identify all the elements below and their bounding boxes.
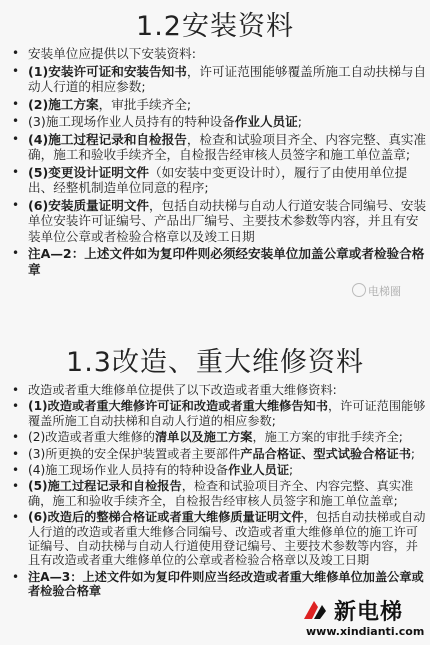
list-item	[10, 114, 430, 129]
list-item	[10, 510, 430, 568]
bold-text: 上述文件如为复印件则应当经改造或者重大维修单位加盖公章或者检验合格章	[28, 569, 424, 599]
section-title: 1.3改造、重大维修资料	[66, 347, 364, 378]
bold-text: 作业人员证	[234, 114, 298, 130]
text: (2)改造或者重大维修的	[28, 430, 155, 445]
installation-list	[0, 46, 430, 277]
logo-text: 新电梯	[334, 600, 404, 625]
bold-text: 注A—2：上述文件如为复印件则必须经安装单位加盖公章或者检验合格章	[28, 246, 425, 277]
list-item	[10, 97, 430, 112]
bold-text: (6)安装质量证明文件	[28, 197, 150, 213]
bold-text: 产品合格证、型式试验合格证书	[240, 446, 411, 461]
bold-text: 注A—3：	[28, 569, 83, 584]
text: ;	[289, 463, 294, 478]
bold-text: (1)安装许可证和安装告知书	[28, 63, 187, 79]
brand-logo	[296, 595, 426, 645]
text: ，许可证范围能够覆盖所施工自动扶梯和自动人行道的相应参数;	[28, 399, 426, 428]
section-installation	[0, 4, 430, 279]
renovation-list	[0, 383, 430, 599]
text: ，施工方案的审批手续齐全;	[252, 430, 403, 445]
bold-text: (5)施工过程记录和自检报告	[28, 479, 182, 494]
text: （如安装中变更设计时），履行了由使用单位提出、经整机制造单位同意的程序;	[28, 164, 408, 196]
list-item	[10, 463, 430, 477]
section-title: 1.2安装资料	[136, 11, 294, 42]
list-item	[10, 383, 430, 397]
list-item	[10, 246, 430, 277]
text: ，检查和试验项目齐全、内容完整、真实准确，施工和验收手续齐全，自检报告经审核人员签字和施工单位盖章;	[28, 479, 414, 508]
text: 安装单位应提供以下安装资料:	[28, 46, 196, 61]
list-item	[10, 479, 430, 508]
text: (3)施工现场作业人员持有的特种设备	[28, 114, 235, 130]
list-item	[10, 399, 430, 428]
text: ;	[410, 446, 415, 461]
text: 改造或者重大维修单位提供了以下改造或者重大维修资料:	[28, 383, 337, 397]
text: (3)所更换的安全保护装置或者主要部件	[28, 446, 241, 461]
list-item	[10, 447, 430, 461]
bold-text: 清单以及施工方案	[154, 430, 253, 445]
text: ，许可证范围能够覆盖所施工自动扶梯与自动人行道的相应参数;	[28, 63, 427, 94]
bold-text: 作业人员证	[228, 463, 290, 478]
section-renovation	[0, 340, 430, 601]
text: ;	[297, 114, 302, 130]
text: ，检查和试验项目齐全、内容完整、真实准确，施工和验收手续齐全，自检报告经审核人员签字和施工单位盖章;	[28, 131, 427, 163]
bold-text: (2)施工方案	[28, 96, 99, 112]
logo-url: www.xindianti.com	[306, 625, 425, 638]
list-item	[10, 46, 430, 61]
bold-text: (1)改造或者重大维修许可证和改造或者重大维修告知书	[28, 399, 328, 414]
bold-text: (5)变更设计证明文件	[28, 164, 150, 180]
text: ，审批手续齐全;	[98, 96, 192, 112]
list-item	[10, 165, 430, 196]
bold-text: (6)改造后的整梯合格证或者重大维修质量证明文件	[28, 510, 304, 525]
list-item	[10, 198, 430, 244]
bold-text: (4)施工过程记录和自检报告	[28, 131, 187, 147]
list-item	[10, 64, 430, 95]
list-item	[10, 132, 430, 163]
text: (4)施工现场作业人员持有的特种设备	[28, 463, 229, 478]
elevator-logo-icon	[300, 597, 334, 627]
text: ，包括自动扶梯与自动人行道安装合同编号、安装单位安装许可证编号、产品出厂编号、主要技术参数等内容，并且有安装单位公章或者检验合格章以及竣工日期	[28, 197, 427, 244]
list-item	[10, 430, 430, 444]
wechat-icon	[352, 283, 366, 297]
text: ，包括自动扶梯或自动人行道的改造或者重大维修合同编号、改造或者重大维修单位的施工许可证编号、自动扶梯与自动人行道使用登记编号、主要技术参数等内容，并且有改造或者重大维修单位的公章或者检验合格章以及竣工日期	[28, 510, 426, 568]
watermark: 电梯圈	[352, 283, 401, 299]
